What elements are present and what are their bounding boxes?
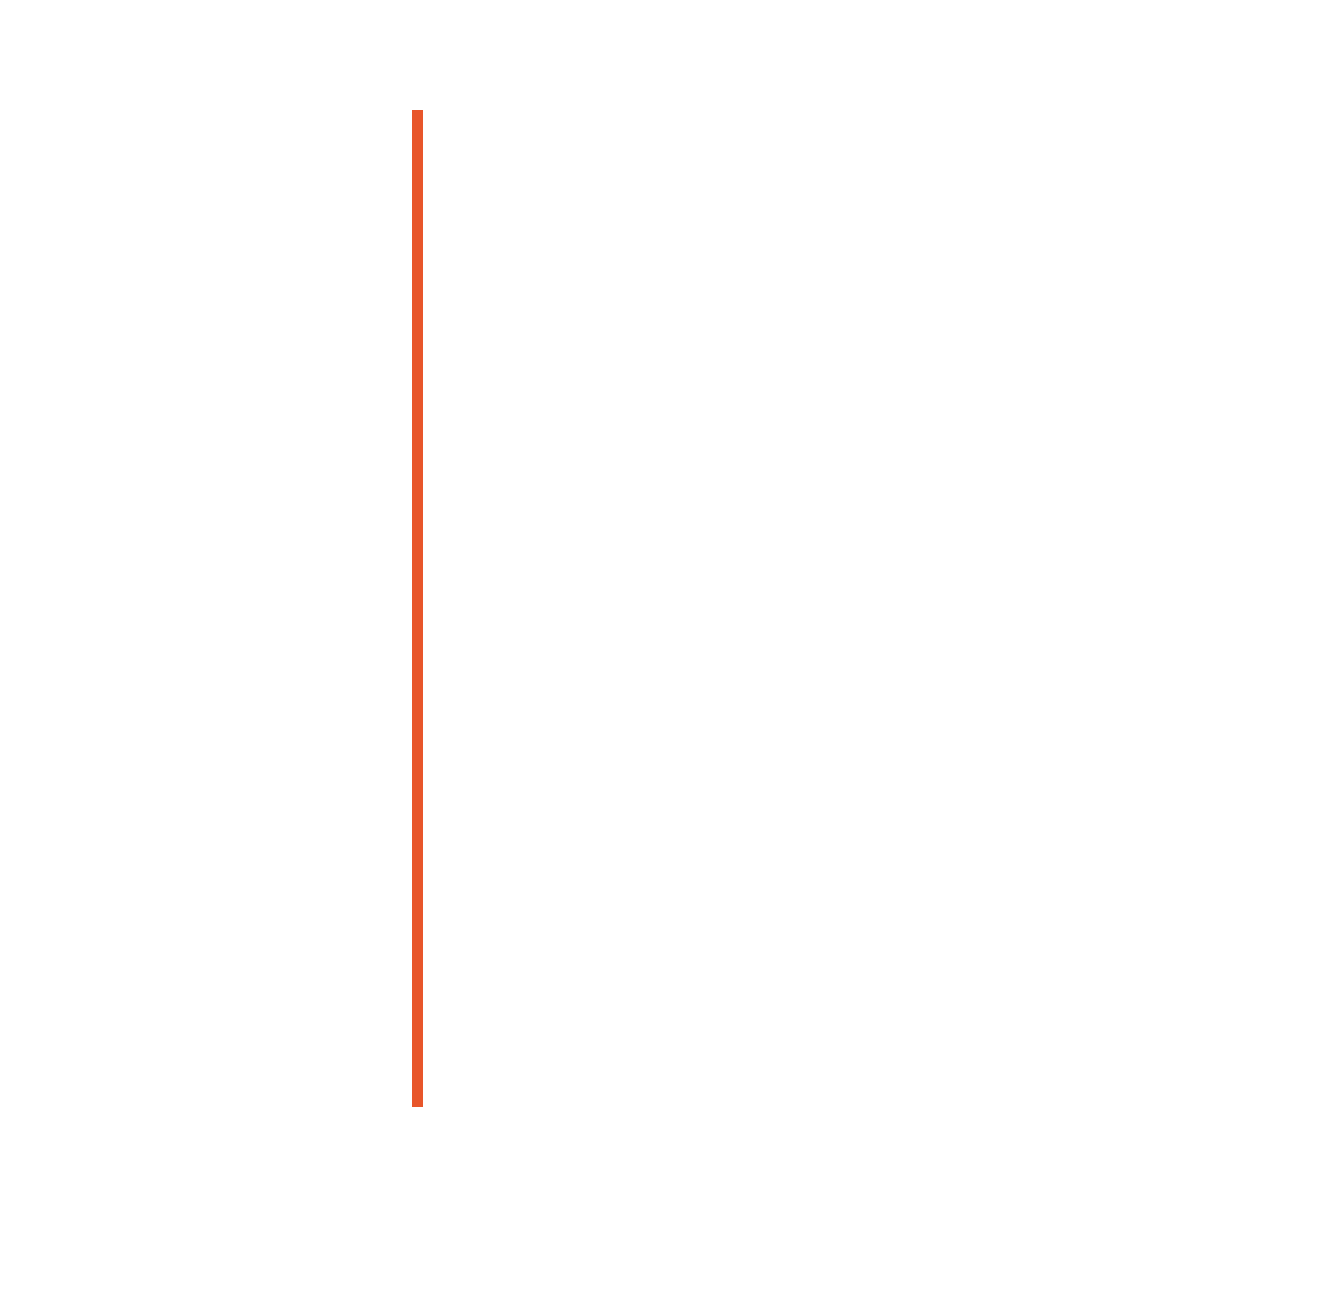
orange-vertical-line	[412, 110, 423, 1107]
